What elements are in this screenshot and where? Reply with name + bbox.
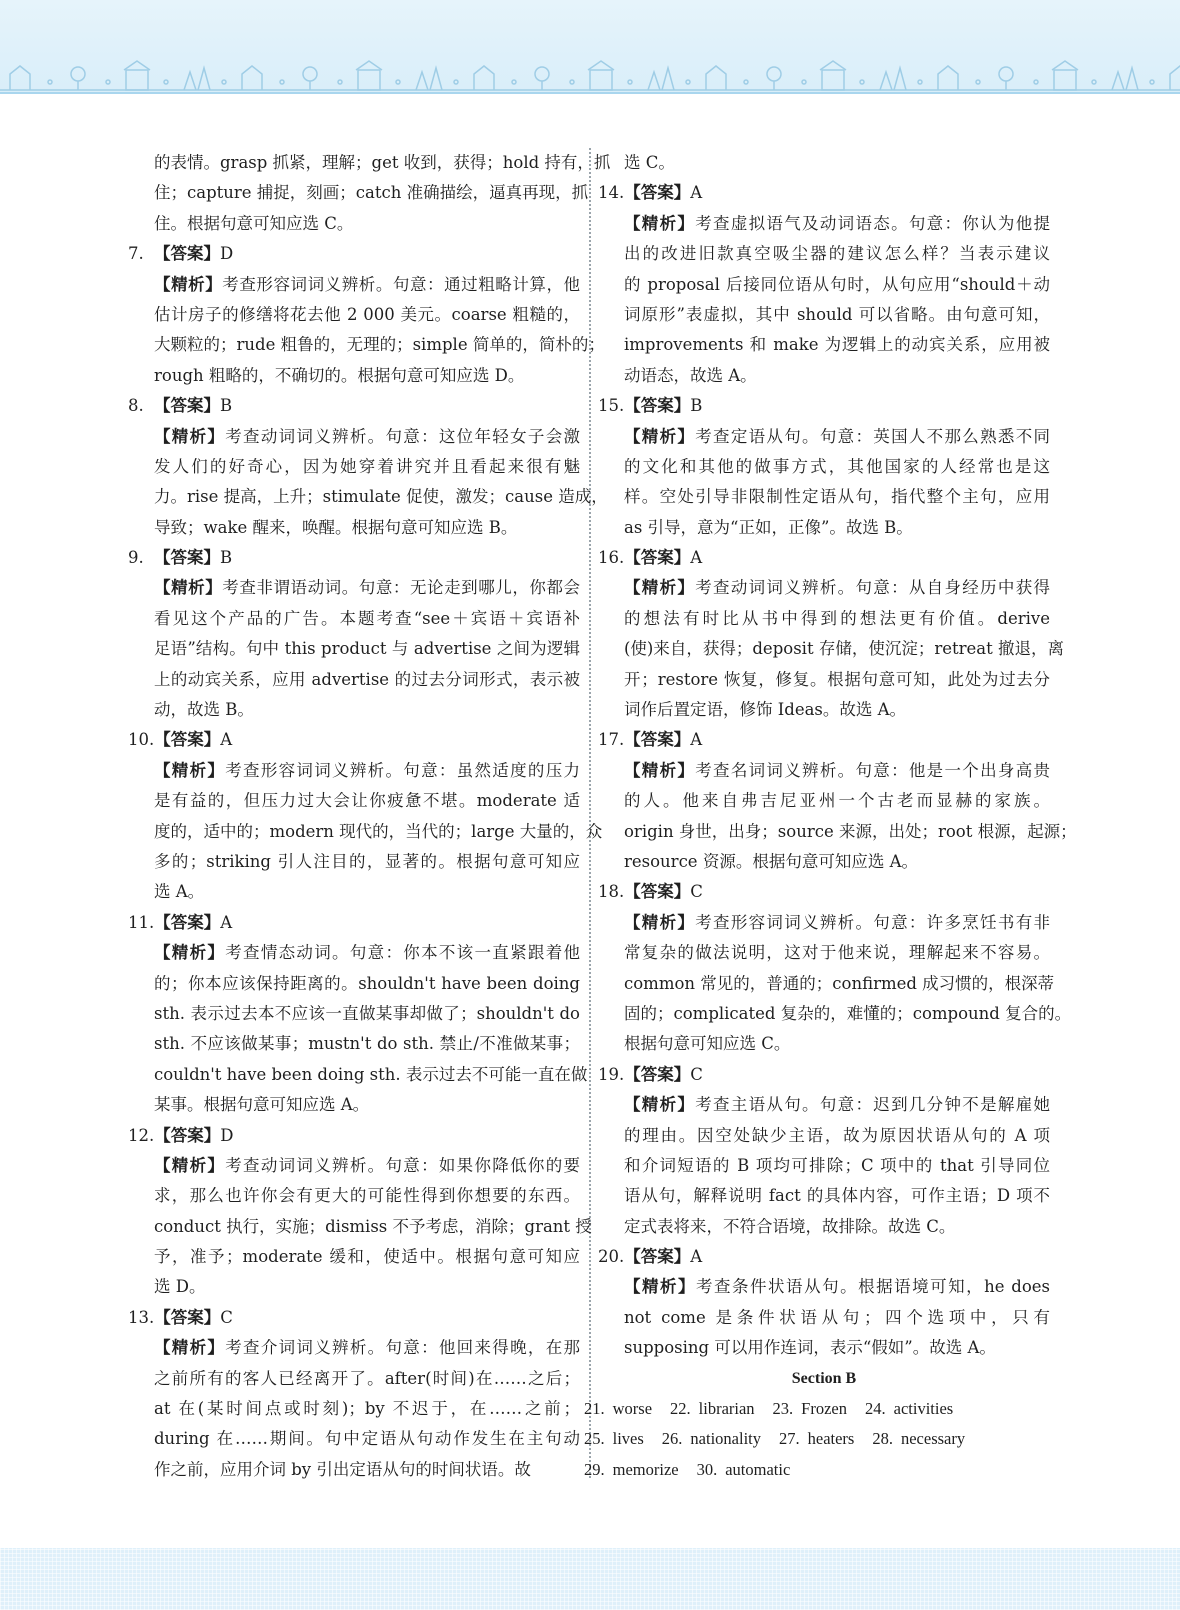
text-line: 力。rise 提高，上升；stimulate 促使，激发；cause 造成，: [154, 487, 608, 507]
text-line: 上的动宾关系，应用 advertise 的过去分词形式，表示被: [154, 669, 580, 689]
answer-line: [128, 1121, 580, 1151]
analysis-tag: 【精析】: [624, 760, 696, 780]
question-number: 18.: [598, 882, 625, 902]
section-b-title: Section B: [791, 1369, 857, 1387]
text-line: 多的；striking 引人注目的，显著的。根据句意可知应: [154, 851, 580, 871]
text-line: as 引导，意为“正如，正像”。故选 B。: [624, 517, 913, 537]
text-line: 【精析】考查定语从句。句意：英国人不那么熟悉不同: [624, 426, 1051, 446]
vocab-number: 25.: [584, 1429, 605, 1449]
text-line: 词作后置定语，修饰 Ideas。故选 A。: [624, 700, 907, 720]
vocab-word: memorize: [612, 1459, 679, 1479]
vocab-word: Frozen: [801, 1399, 847, 1419]
question-number: 16.: [598, 548, 625, 568]
text-line: common 常见的，普通的；confirmed 成习惯的，根深蒂: [624, 973, 1055, 993]
vocab-number: 21.: [584, 1399, 605, 1419]
text-line: not come 是条件状语从句；四个选项中，只有: [624, 1307, 1050, 1327]
answer-choice: A: [690, 730, 703, 750]
answer-tag: 【答案】: [154, 1307, 221, 1327]
text-line: sth. 表示过去本不应该一直做某事却做了；shouldn't do: [154, 1003, 580, 1023]
question-number: 12.: [128, 1125, 155, 1145]
question-number: 19.: [598, 1064, 625, 1084]
right-column: [584, 148, 1077, 1485]
answer-tag: 【答案】: [154, 244, 220, 264]
text-line: 动语态，故选 A。: [624, 365, 757, 385]
answer-line: [128, 543, 580, 573]
vocab-answer: [584, 1424, 644, 1454]
vocab-answer-row: [584, 1455, 1050, 1485]
text-line: 常复杂的做法说明，这对于他来说，理解起来不容易。: [624, 943, 1050, 963]
vocab-answer: [697, 1455, 791, 1485]
text-line: 发人们的好奇心，因为她穿着讲究并且看起来很有魅: [154, 456, 580, 476]
question-number: 13.: [128, 1307, 155, 1327]
text-line: (使)来自，获得；deposit 存储，使沉淀；retreat 撤退，离: [624, 639, 1064, 659]
question-block: [128, 391, 608, 543]
analysis-tag: 【精析】: [624, 912, 696, 932]
text-line: 作之前，应用介词 by 引出定语从句的时间状语。故: [154, 1459, 531, 1479]
text-line: 定式表将来，不符合语境，故排除。故选 C。: [624, 1216, 956, 1236]
text-line: 【精析】考查动词词义辨析。句意：从自身经历中获得: [624, 578, 1051, 598]
text-line: 某事。根据句意可知应选 A。: [154, 1095, 370, 1115]
answer-choice: D: [220, 1125, 234, 1145]
text-line: 足语”结构。句中 this product 与 advertise 之间为逻辑: [154, 639, 580, 659]
analysis-tag: 【精析】: [154, 1155, 226, 1175]
vocab-number: 28.: [872, 1429, 893, 1449]
question-block: [128, 1303, 580, 1485]
text-line: 【精析】考查名词词义辨析。句意：他是一个出身高贵: [624, 760, 1051, 780]
text-line: 看见这个产品的广告。本题考查“see＋宾语＋宾语补: [154, 608, 580, 628]
question-block: [598, 725, 1077, 877]
text-line: origin 身世，出身；source 来源，出处；root 根源，起源；: [624, 821, 1077, 841]
text-line: 固的；complicated 复杂的，难懂的；compound 复合的。: [624, 1003, 1072, 1023]
vocab-number: 26.: [661, 1429, 683, 1449]
answer-line: [598, 1242, 1050, 1272]
text-line: 和介词短语的 B 项均可排除；C 项中的 that 引导同位: [624, 1155, 1050, 1175]
text-line: 的表情。grasp 抓紧，理解；get 收到，获得；hold 持有，抓: [154, 153, 611, 172]
text-line: 【精析】考查动词词义辨析。句意：这位年轻女子会激: [154, 426, 581, 446]
footer-band: [0, 1548, 1180, 1610]
header-band: [0, 0, 1180, 94]
answer-choice: A: [690, 183, 703, 203]
text-line: 大颗粒的；rude 粗鲁的，无理的；simple 简单的，简朴的；: [154, 335, 605, 355]
question-block: [598, 877, 1072, 1059]
vocab-number: 22.: [670, 1399, 691, 1419]
question-number: 8.: [128, 396, 144, 416]
answer-line: [128, 1303, 580, 1333]
text-line: 样。空处引导非限制性定语从句，指代整个主句，应用: [624, 487, 1050, 507]
answer-tag: 【答案】: [624, 730, 691, 750]
continued-text: [128, 148, 611, 239]
answer-choice: A: [690, 1247, 703, 1267]
text-line: 【精析】考查主语从句。句意：迟到几分钟不是解雇她: [624, 1095, 1051, 1115]
text-line: 度的，适中的；modern 现代的，当代的；large 大量的，众: [154, 821, 603, 841]
answer-choice: C: [690, 882, 703, 902]
answer-line: [598, 1060, 1050, 1090]
question-number: 14.: [598, 183, 625, 203]
text-line: 住；capture 捕捉，刻画；catch 准确描绘，逼真再现，抓: [154, 183, 589, 203]
continued-text: [598, 148, 1050, 178]
answer-choice: A: [690, 548, 703, 568]
answer-line: [598, 725, 1050, 755]
analysis-tag: 【精析】: [624, 426, 696, 446]
vocab-word: activities: [893, 1399, 954, 1419]
text-line: 的人。他来自弗吉尼亚州一个古老而显赫的家族。: [624, 791, 1050, 811]
text-line: at 在(某时间点或时刻)；by 不迟于，在……之前；: [154, 1399, 580, 1419]
text-line: sth. 不应该做某事；mustn't do sth. 禁止/不准做某事；: [154, 1034, 580, 1054]
vocab-word: worse: [612, 1399, 653, 1419]
analysis-tag: 【精析】: [154, 1338, 226, 1358]
analysis-tag: 【精析】: [154, 760, 226, 780]
analysis-tag: 【精析】: [154, 578, 223, 598]
answer-line: [598, 877, 1050, 907]
text-line: 求，那么也许你会有更大的可能性得到你想要的东西。: [154, 1186, 580, 1206]
vocab-answer: [872, 1424, 965, 1454]
answer-line: [598, 178, 1050, 208]
answer-choice: A: [220, 912, 233, 932]
vocab-word: lives: [612, 1429, 644, 1449]
answer-choice: A: [220, 730, 233, 750]
analysis-tag: 【精析】: [154, 426, 226, 446]
vocab-word: heaters: [807, 1429, 855, 1449]
question-block: [598, 543, 1064, 725]
text-line: 语从句，解释说明 fact 的具体内容，可作主语；D 项不: [624, 1186, 1050, 1206]
text-line: 【精析】考查非谓语动词。句意：无论走到哪儿，你都会: [154, 578, 580, 598]
vocab-answer-row: [584, 1424, 1050, 1454]
text-line: 【精析】考查情态动词。句意：你本不该一直紧跟着他: [154, 943, 581, 963]
text-line: improvements 和 make 为逻辑上的动宾关系，应用被: [624, 335, 1050, 355]
question-number: 15.: [598, 396, 625, 416]
text-line: 住。根据句意可知应选 C。: [154, 213, 354, 233]
question-block: [128, 543, 580, 725]
answer-tag: 【答案】: [154, 1125, 221, 1145]
question-block: [598, 178, 1050, 391]
answer-tag: 【答案】: [624, 882, 691, 902]
question-block: [128, 239, 605, 391]
question-block: [128, 1121, 592, 1303]
text-line: 选 C。: [624, 153, 675, 172]
analysis-tag: 【精析】: [624, 213, 696, 233]
question-number: 10.: [128, 730, 155, 750]
text-line: 予，准予；moderate 缓和，使适中。根据句意可知应: [154, 1247, 580, 1267]
text-line: 根据句意可知应选 C。: [624, 1034, 791, 1054]
vocab-word: nationality: [690, 1429, 761, 1449]
question-block: [598, 1242, 1050, 1364]
vocab-word: necessary: [900, 1429, 966, 1449]
vocab-number: 27.: [779, 1429, 800, 1449]
answer-tag: 【答案】: [624, 396, 691, 416]
analysis-tag: 【精析】: [624, 578, 696, 598]
question-number: 20.: [598, 1247, 625, 1267]
text-line: 导致；wake 醒来，唤醒。根据句意可知应选 B。: [154, 517, 518, 537]
text-line: 的想法有时比从书中得到的想法更有价值。derive: [624, 608, 1050, 628]
vocab-answer-row: [584, 1394, 1050, 1424]
text-line: 是有益的，但压力过大会让你疲惫不堪。moderate 适: [154, 791, 580, 811]
text-line: 【精析】考查动词词义辨析。句意：如果你降低你的要: [154, 1155, 581, 1175]
vocab-answer: [584, 1455, 679, 1485]
analysis-tag: 【精析】: [154, 274, 223, 294]
vocab-answer: [584, 1394, 652, 1424]
text-line: during 在……期间。句中定语从句动作发生在主句动: [154, 1429, 580, 1449]
question-number: 11.: [128, 912, 155, 932]
answer-choice: C: [220, 1307, 233, 1327]
question-block: [128, 725, 603, 907]
text-line: 选 A。: [154, 882, 205, 902]
answer-choice: B: [690, 396, 703, 416]
text-line: 【精析】考查形容词词义辨析。句意：虽然适度的压力: [154, 760, 581, 780]
text-line: 选 D。: [154, 1277, 206, 1297]
question-block: [598, 1060, 1050, 1242]
vocab-number: 30.: [696, 1459, 718, 1479]
answer-choice: D: [220, 244, 234, 264]
answer-tag: 【答案】: [624, 548, 691, 568]
text-line: conduct 执行，实施；dismiss 不予考虑，消除；grant 授: [154, 1216, 592, 1236]
question-number: 7.: [128, 244, 144, 264]
vocab-answer: [662, 1424, 761, 1454]
answer-choice: B: [220, 396, 233, 416]
answer-tag: 【答案】: [624, 1247, 691, 1267]
answer-line: [128, 908, 580, 938]
answer-choice: B: [220, 548, 233, 568]
text-line: 的理由。因空处缺少主语，故为原因状语从句的 A 项: [624, 1125, 1050, 1145]
vocab-word: automatic: [725, 1459, 791, 1479]
vocab-answer: [865, 1394, 953, 1424]
vocab-answer: [779, 1424, 854, 1454]
vocab-number: 23.: [772, 1399, 794, 1419]
text-line: rough 粗略的，不确切的。根据句意可知应选 D。: [154, 365, 525, 385]
vocab-answer: [670, 1394, 755, 1424]
vocab-word: librarian: [698, 1399, 755, 1419]
vocab-number: 24.: [865, 1399, 886, 1419]
answer-tag: 【答案】: [154, 912, 221, 932]
answer-tag: 【答案】: [154, 396, 220, 416]
answer-line: [598, 391, 1050, 421]
text-line: 动，故选 B。: [154, 700, 254, 720]
text-line: 词原形”表虚拟，其中 should 可以省略。由句意可知，: [624, 304, 1050, 324]
answer-line: [128, 725, 580, 755]
text-line: 的 proposal 后接同位语从句时，从句应用“should＋动: [624, 274, 1050, 294]
analysis-tag: 【精析】: [624, 1095, 696, 1115]
text-line: 【精析】考查条件状语从句。根据语境可知，he does: [624, 1277, 1050, 1297]
town-skyline-decoration: [0, 52, 1180, 92]
text-line: supposing 可以用作连词，表示“假如”。故选 A。: [624, 1338, 996, 1358]
text-line: 【精析】考查虚拟语气及动词语态。句意：你认为他提: [624, 213, 1051, 233]
question-number: 9.: [128, 548, 144, 568]
question-block: [598, 391, 1050, 543]
answer-tag: 【答案】: [154, 548, 220, 568]
vocab-number: 29.: [584, 1459, 605, 1479]
text-line: 估计房子的修缮将花去他 2 000 美元。coarse 粗糙的，: [154, 304, 580, 324]
text-line: 开；restore 恢复，修复。根据句意可知，此处为过去分: [624, 669, 1050, 689]
text-line: 的文化和其他的做事方式，其他国家的人经常也是这: [624, 456, 1050, 476]
answer-tag: 【答案】: [624, 1064, 691, 1084]
answer-choice: C: [690, 1064, 703, 1084]
text-line: 出的改进旧款真空吸尘器的建议怎么样？当表示建议: [624, 244, 1050, 264]
text-line: 之前所有的客人已经离开了。after(时间)在……之后；: [154, 1368, 580, 1388]
text-line: 【精析】考查形容词词义辨析。句意：通过粗略计算，他: [154, 274, 580, 294]
analysis-tag: 【精析】: [624, 1277, 697, 1297]
text-line: couldn't have been doing sth. 表示过去不可能一直在做: [154, 1064, 588, 1084]
question-number: 17.: [598, 730, 625, 750]
answer-tag: 【答案】: [624, 183, 691, 203]
text-line: resource 资源。根据句意可知应选 A。: [624, 851, 918, 871]
answer-line: [598, 543, 1050, 573]
analysis-tag: 【精析】: [154, 943, 226, 963]
vocab-answer: [773, 1394, 847, 1424]
answer-line: [128, 239, 580, 269]
text-line: 【精析】考查形容词词义辨析。句意：许多烹饪书有非: [624, 912, 1051, 932]
text-line: 【精析】考查介词词义辨析。句意：他回来得晚，在那: [154, 1338, 581, 1358]
question-block: [128, 908, 588, 1121]
answer-line: [128, 391, 580, 421]
answer-tag: 【答案】: [154, 730, 221, 750]
text-line: 的；你本应该保持距离的。shouldn't have been doing: [154, 973, 580, 993]
